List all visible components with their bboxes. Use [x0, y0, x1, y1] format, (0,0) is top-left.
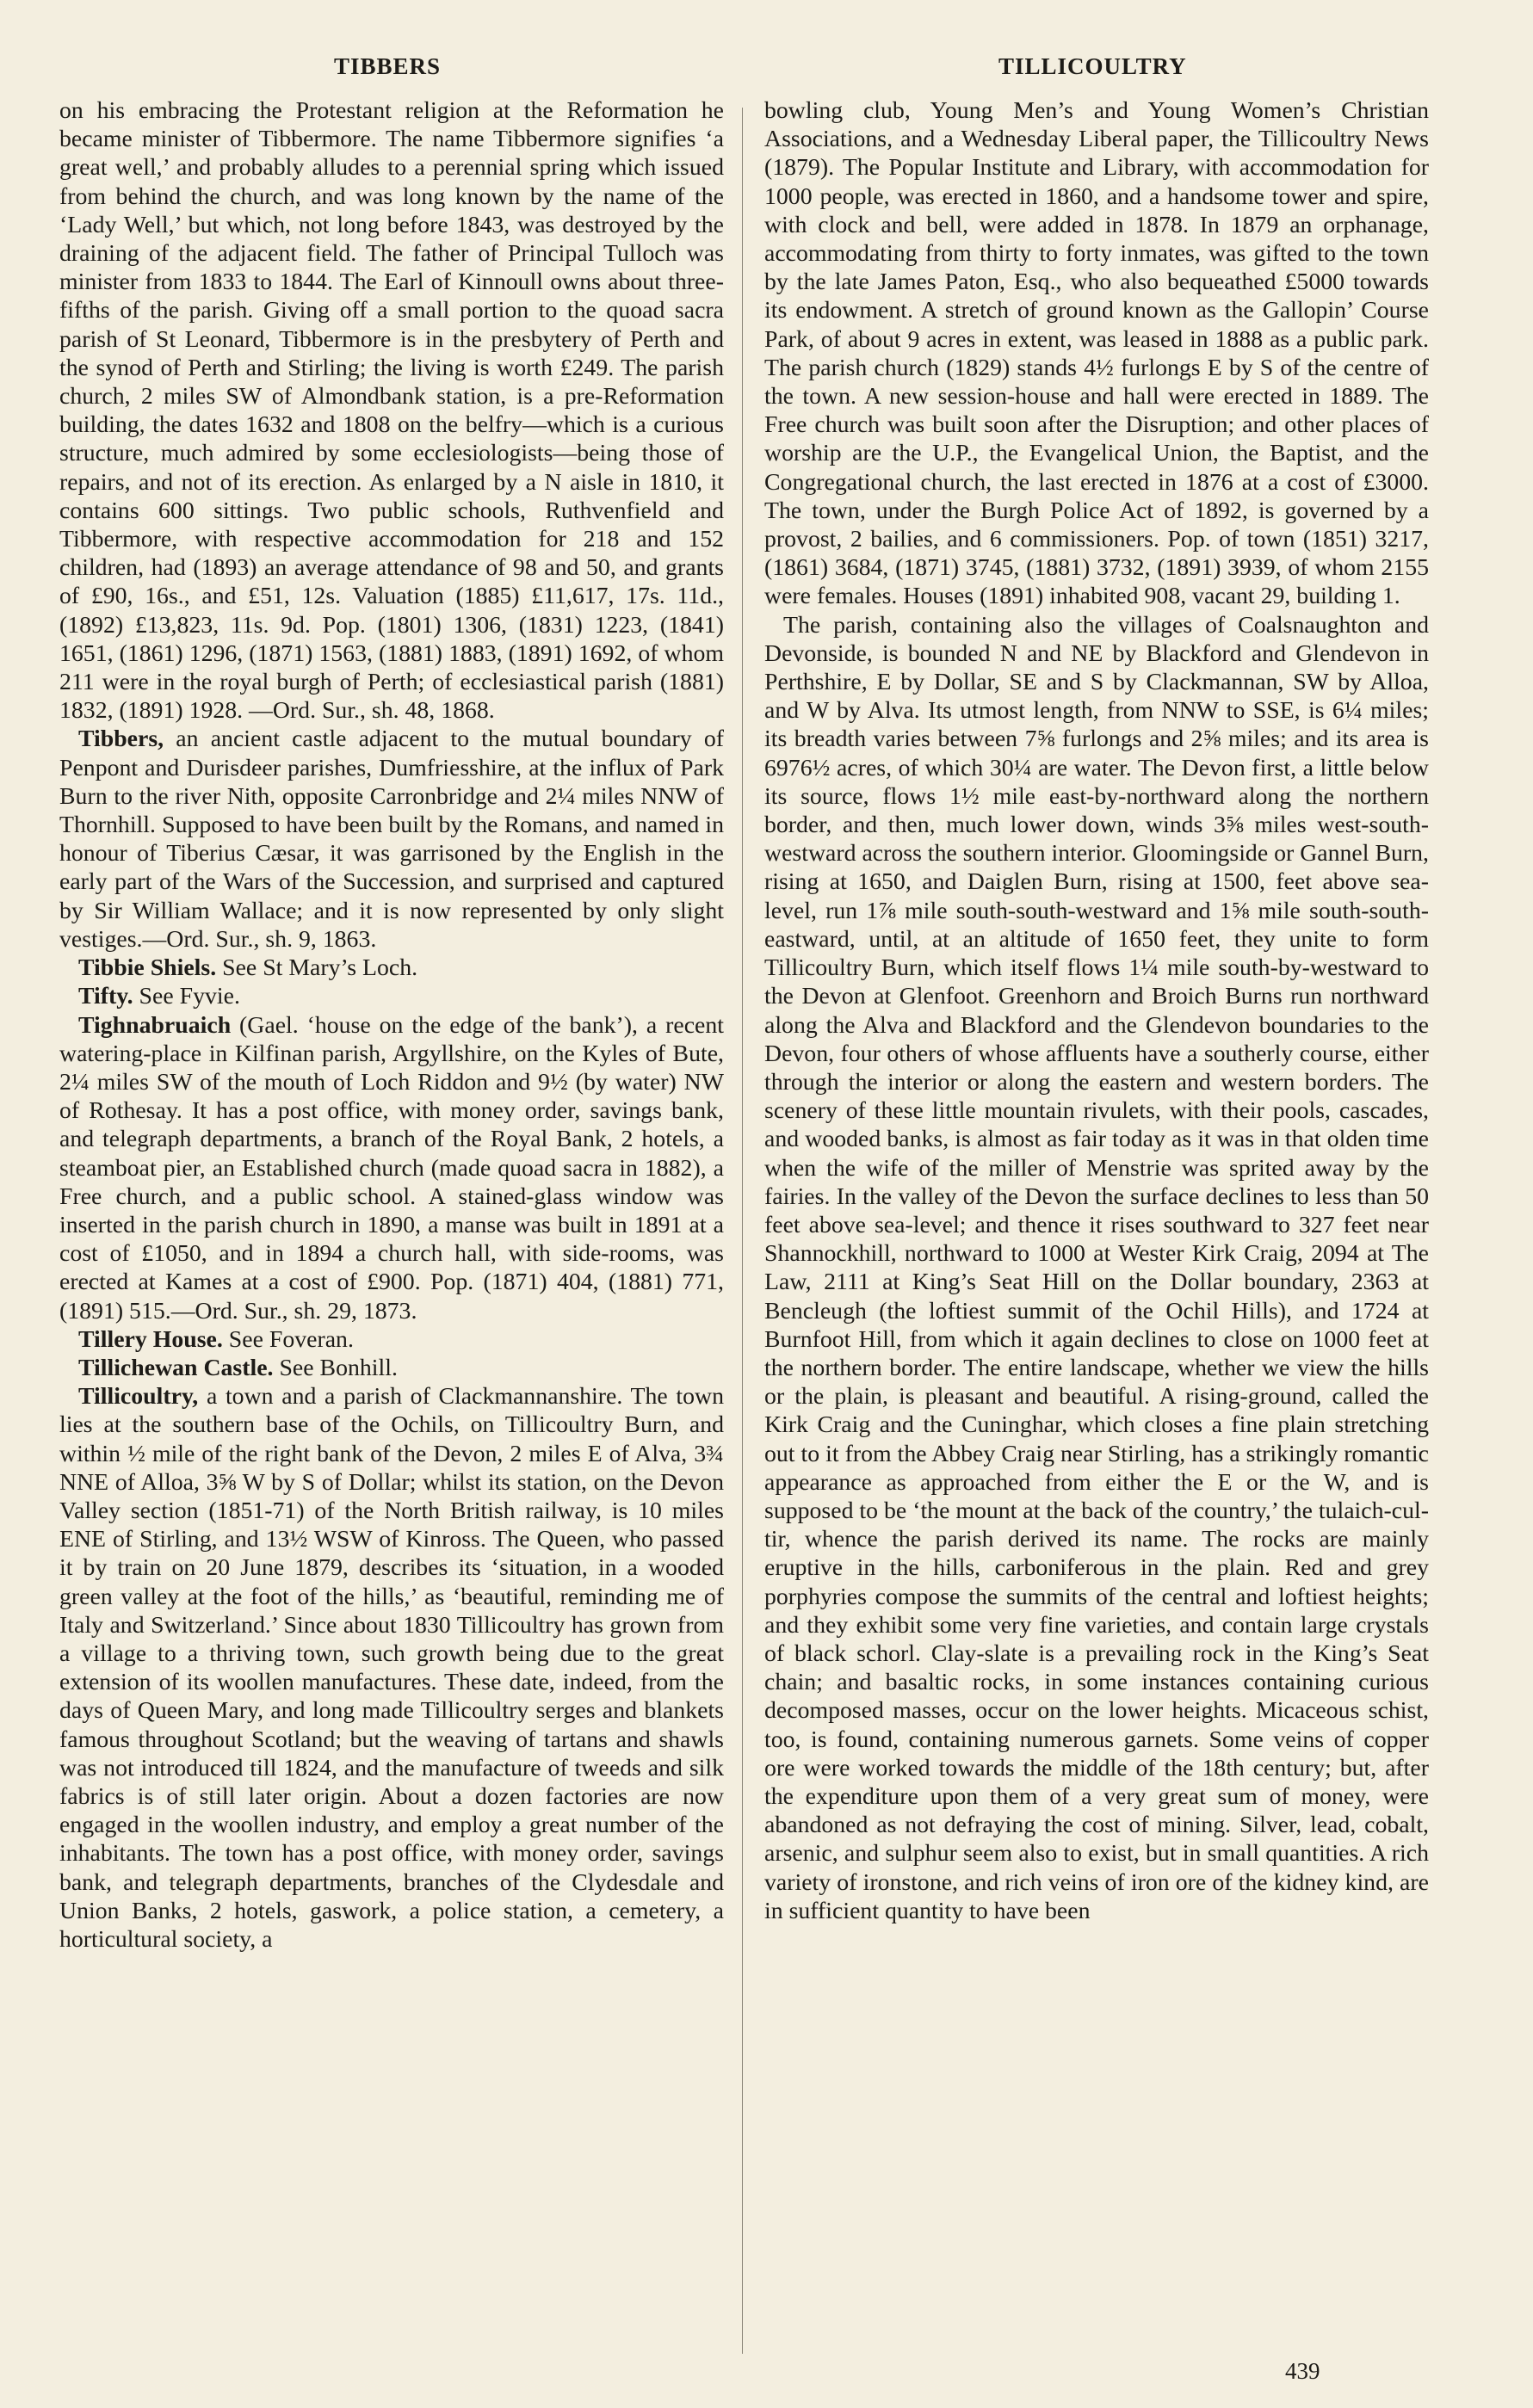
header-right: TILLICOULTRY [998, 53, 1187, 79]
entry [59, 1011, 724, 1325]
entry-text: a town and a parish of Clackmannanshire. The town lies at the southern base of the Ochils, on Tillicoultry Burn, and within ½ mile of the right bank of the Devon, 2 miles E of Alva, 3¾ NNE of Alloa, 3⅝ W by S of Dollar; whilst its station, on the Devon Valley section (1851-71) of the North British railway, is 10 miles ENE of Stirling, and 13½ WSW of Kinross. The Queen, who passed it by train on 20 June 1879, describes its ‘situation, in a wooded green valley at the foot of the hills,’ as ‘beautiful, reminding me of Italy and Switzerland.’ Since about 1830 Tillicoultry has grown from a village to a thriving town, such growth being due to the great extension of its woollen manufactures. These date, indeed, from the days of Queen Mary, and long made Tillicoultry serges and blankets famous throughout Scotland; but the weaving of tartans and shawls was not introduced till 1824, and the manufacture of tweeds and silk fabrics is of still later origin. About a dozen factories are now engaged in the woollen industry, and employ a great number of the inhabitants. The town has a post office, with money order, savings bank, and telegraph departments, branches of the Clydesdale and Union Banks, 2 hotels, gaswork, a police station, a cemetery, a horticultural society, a [59, 1383, 724, 1953]
running-header [0, 53, 1533, 88]
entry-headword: Tibbers, [78, 725, 164, 753]
entry-headword: Tillichewan Castle. [78, 1354, 274, 1381]
entry [59, 1382, 724, 1954]
entry-headword: Tibbie Shiels. [78, 954, 217, 982]
entry-headword: Tillicoultry, [78, 1383, 199, 1411]
entry-headword: Tillery House. [78, 1325, 223, 1353]
entry [59, 982, 724, 1010]
right-column [764, 96, 1429, 2368]
entry [59, 1325, 724, 1354]
entry [59, 725, 724, 954]
paragraph: bowling club, Young Men’s and Young Women’s Christian Associations, and a Wednesday Liberal paper, the Tillicoultry News (1879). The Popular Institute and Library, with accommodation for 1000 people, was erected in 1860, and a handsome tower and spire, with clock and bell, were added in 1878. In 1879 an orphanage, accommodating from thirty to forty inmates, was gifted to the town by the late James Paton, Esq., who also bequeathed £5000 towards its endowment. A stretch of ground known as the Gallopin’ Course Park, of about 9 acres in extent, was leased in 1888 as a public park. The parish church (1829) stands 4½ furlongs E by S of the centre of the town. A new session-house and hall were erected in 1889. The Free church was built soon after the Disruption; and other places of worship are the U.P., the Evangelical Union, the Baptist, and the Congregational church, the last erected in 1876 at a cost of £3000. The town, under the Burgh Police Act of 1892, is governed by a provost, 2 bailies, and 6 commissioners. Pop. of town (1851) 3217, (1861) 3684, (1871) 3745, (1881) 3732, (1891) 3939, of whom 2155 were females. Houses (1891) inhabited 908, vacant 29, building 1. [764, 97, 1429, 610]
entry-text: (Gael. ‘house on the edge of the bank’), a recent watering-place in Kilfinan parish, Argyllshire, on the Kyles of Bute, 2¼ miles SW of the mouth of Loch Riddon and 9½ (by water) NW of Rothesay. It has a post office, with money order, savings bank, and telegraph departments, a branch of the Royal Bank, 2 hotels, a steamboat pier, an Established church (made quoad sacra in 1882), a Free church, and a public school. A stained-glass window was inserted in the parish church in 1890, a manse was built in 1891 at a cost of £1050, and in 1894 a church hall, with side-rooms, was erected at Kames at a cost of £900. Pop. (1871) 404, (1881) 771, (1891) 515.—Ord. Sur., sh. 29, 1873. [59, 1011, 724, 1324]
entry-text: See St Mary’s Loch. [216, 954, 418, 982]
entry [59, 954, 724, 982]
page-number: 439 [1285, 2358, 1320, 2384]
paragraph: The parish, containing also the villages of Coalsnaughton and Devonside, is bounded N and NE by Blackford and Glendevon in Perthshire, E by Dollar, SE and S by Clackmannan, SW by Alloa, and W by Alva. Its utmost length, from NNW to SSE, is 6¼ miles; its breadth varies between 7⅝ furlongs and 2⅝ miles; and its area is 6976½ acres, of which 30¼ are water. The Devon first, a little below its source, flows 1½ mile east-by-northward along the northern border, and then, much lower down, winds 3⅝ miles west-south-westward across the southern interior. Gloomingside or Gannel Burn, rising at 1650, and Daiglen Burn, rising at 1500, feet above sea-level, run 1⅞ mile south-south-westward and 1⅝ mile south-south-eastward, until, at an altitude of 1650 feet, they unite to form Tillicoultry Burn, which itself flows 1¼ mile south-by-westward to the Devon at Glenfoot. Greenhorn and Broich Burns run northward along the Alva and Blackford and the Glendevon boundaries to the Devon, four others of whose affluents have a southerly course, either through the interior or along the eastern and western borders. The scenery of these little mountain rivulets, with their pools, cascades, and wooded banks, is almost as fair today as it was in that olden time when the wife of the miller of Menstrie was sprited away by the fairies. In the valley of the Devon the surface declines to less than 50 feet above sea-level; and thence it rises southward to 327 feet near Shannockhill, northward to 1000 at Wester Kirk Craig, 2094 at The Law, 2111 at King’s Seat Hill on the Dollar boundary, 2363 at Bencleugh (the loftiest summit of the Ochil Hills), and 1724 at Burnfoot Hill, from which it again declines to close on 1000 feet at the northern border. The entire landscape, whether we view the hills or the plain, is pleasant and beautiful. A rising-ground, called the Kirk Craig and the Cuninghar, which closes a fine plain stretching out to it from the Abbey Craig near Stirling, has a strikingly romantic appearance as approached from either the E or the W, and is supposed to be ‘the mount at the back of the country,’ the tulaich-cul-tir, whence the parish derived its name. The rocks are mainly eruptive in the hills, carboniferous in the plain. Red and grey porphyries compose the summits of the central and loftiest heights; and they exhibit some very fine varieties, and contain large crystals of black schorl. Clay-slate is a prevailing rock in the King’s Seat chain; and basaltic rocks, in some instances containing curious decomposed masses, occur on the lower heights. Micaceous schist, too, is found, containing numerous garnets. Some veins of copper ore were worked towards the middle of the 18th century; but, after the expenditure upon them of a very great sum of money, were abandoned as not defraying the cost of mining. Silver, lead, cobalt, arsenic, and sulphur seem also to exist, but in small quantities. A rich variety of ironstone, and rich veins of iron ore of the kidney kind, are in sufficient quantity to have been [764, 611, 1429, 1924]
left-column [59, 96, 724, 2368]
header-left: TIBBERS [334, 53, 442, 79]
column-divider [742, 108, 743, 2354]
entry-text: See Fyvie. [133, 983, 240, 1010]
entry-headword: Tifty. [78, 983, 133, 1010]
entry-text: See Foveran. [222, 1325, 354, 1353]
paragraph: on his embracing the Protestant religion at the Reformation he became minister of Tibbermore. The name Tibbermore signifies ‘a great well,’ and probably alludes to a perennial spring which issued from behind the church, and was long known by the name of the ‘Lady Well,’ but which, not long before 1843, was destroyed by the draining of the adjacent field. The father of Principal Tulloch was minister from 1833 to 1844. The Earl of Kinnoull owns about three-fifths of the parish. Giving off a small portion to the quoad sacra parish of St Leonard, Tibbermore is in the presbytery of Perth and the synod of Perth and Stirling; the living is worth £249. The parish church, 2 miles SW of Almondbank station, is a pre-Reformation building, the dates 1632 and 1808 on the belfry—which is a curious structure, much admired by some ecclesiologists—being those of repairs, and not of its erection. As enlarged by a N aisle in 1810, it contains 600 sittings. Two public schools, Ruthvenfield and Tibbermore, with respective accommodation for 218 and 152 children, had (1893) an average attendance of 98 and 50, and grants of £90, 16s., and £51, 12s. Valuation (1885) £11,617, 17s. 11d., (1892) £13,823, 11s. 9d. Pop. (1801) 1306, (1831) 1223, (1841) 1651, (1861) 1296, (1871) 1563, (1881) 1883, (1891) 1692, of whom 211 were in the royal burgh of Perth; of ecclesiastical parish (1881) 1832, (1891) 1928. —Ord. Sur., sh. 48, 1868. [59, 97, 724, 725]
entry-headword: Tighnabruaich [78, 1011, 232, 1039]
entry-text: an ancient castle adjacent to the mutual boundary of Penpont and Durisdeer parishes, Dumfriesshire, at the influx of Park Burn to the river Nith, opposite Carronbridge and 2¼ miles NNW of Thornhill. Supposed to have been built by the Romans, and named in honour of Tiberius Cæsar, it was garrisoned by the English in the early part of the Wars of the Succession, and surprised and captured by Sir William Wallace; and it is now represented by only slight vestiges.—Ord. Sur., sh. 9, 1863. [59, 725, 724, 953]
entry [59, 1354, 724, 1382]
entry-text: See Bonhill. [273, 1354, 398, 1381]
